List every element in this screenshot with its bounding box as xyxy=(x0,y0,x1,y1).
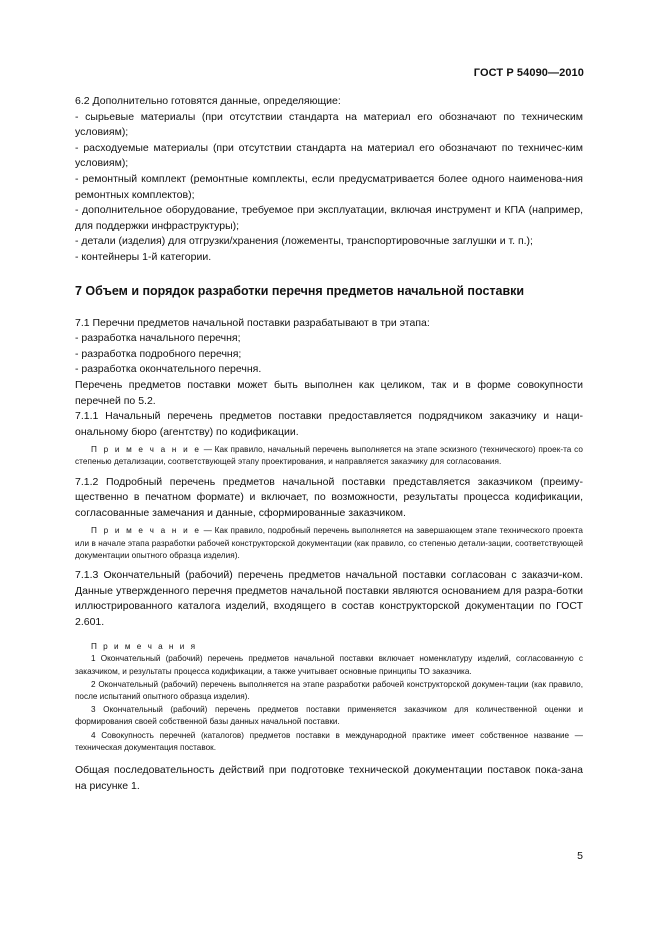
paragraph-7-1-b: Перечень предметов поставки может быть выполнен как целиком, так и в форме совокупности перечней по 5.2. xyxy=(75,378,583,407)
note-item: 2 Окончательный (рабочий) перечень выполняется на этапе разработки рабочей конструкторской докумен-тации (как правило, после испытаний опытного образца изделия). xyxy=(75,679,583,702)
note-2: П р и м е ч а н и е — Как правило, подробный перечень выполняется на завершающем этапе технического проекта или в начале этапа разработки рабочей конструкторской документации (как правило, со степенью детали-зации, соответствующей документации опытного образца изделия). xyxy=(75,526,584,560)
list-item: - контейнеры 1-й категории. xyxy=(75,250,212,263)
paragraph-7-1: 7.1 Перечни предметов начальной поставки разрабатывают в три этапа: xyxy=(75,316,430,329)
note-item: 1 Окончательный (рабочий) перечень предметов начальной поставки включает номенклатуру изделий, согласованную с заказчиком, и результаты процесса кодификации, а также учитывает основные принципы ТО заказчика. xyxy=(75,654,583,676)
list-item: - ремонтный комплект (ремонтные комплекты, если предусматривается более одного наименова-ния ремонтных комплектов); xyxy=(75,172,583,201)
list-item: - разработка окончательного перечня. xyxy=(75,363,262,376)
list-item: - дополнительное оборудование, требуемое при эксплуатации, включая инструмент и КПА (например, для поддержки инфраструктуры); xyxy=(75,204,583,232)
paragraph-7-1-3: 7.1.3 Окончательный (рабочий) перечень предметов начальной поставки согласован с заказчи-ком. Данные утвержденного перечня предметов начальной поставки являются основанием для разра-ботки иллюстрированного каталога изделий, входящего в состав конструкторской документации по ГОСТ 2.601. xyxy=(75,569,583,628)
note-item: 3 Окончательный (рабочий) перечень предметов поставки применяется заказчиком для количественной оценки и формирования своей собственной базы данных начальной поставки. xyxy=(75,705,583,727)
list-item: - разработка начального перечня; xyxy=(75,332,241,345)
note-item: 4 Совокупность перечней (каталогов) предметов поставки в международной практике имеет собственное название — техническая документация поставок. xyxy=(75,730,583,752)
final-paragraph: Общая последовательность действий при подготовке технической документации поставок пока-зана на рисунке 1. xyxy=(75,764,583,792)
section-7-title: 7 Объем и порядок разработки перечня предметов начальной поставки xyxy=(75,283,525,298)
section-6-2-intro: 6.2 Дополнительно готовятся данные, определяющие: xyxy=(75,95,341,107)
list-item: - разработка подробного перечня; xyxy=(75,347,242,360)
paragraph-7-1-2: 7.1.2 Подробный перечень предметов начальной поставки представляется заказчиком (преиму-щественно в печатном формате) и включает, по возможности, результаты процесса кодификации, согласованные замечания и данные, сформированные заказчиком. xyxy=(75,475,583,519)
document-id: ГОСТ Р 54090—2010 xyxy=(473,67,584,79)
note-label: П р и м е ч а н и е xyxy=(91,526,201,536)
list-item: - детали (изделия) для отгрузки/хранения (ложементы, транспортировочные заглушки и т. п.); xyxy=(75,235,533,248)
note-1: П р и м е ч а н и е — Как правило, начальный перечень выполняется на этапе эскизного (технического) проек-та со степенью детализации, соответствующей этапу проектирования, и направляется заказчику для согласования. xyxy=(75,445,584,467)
notes-heading: П р и м е ч а н и я xyxy=(91,642,198,652)
page-number: 5 xyxy=(577,850,583,862)
page-content xyxy=(75,94,583,794)
paragraph-7-1-1: 7.1.1 Начальный перечень предметов поставки предоставляется подрядчиком заказчику и наци-ональному бюро (агентству) по кодификации. xyxy=(75,410,583,438)
note-label: П р и м е ч а н и е xyxy=(91,445,201,455)
list-item: - расходуемые материалы (при отсутствии стандарта на материал его обозначают по техничес-ким условиям); xyxy=(75,141,583,170)
list-item: - сырьевые материалы (при отсутствии стандарта на материал его обозначают по техническим условиям); xyxy=(75,110,583,139)
